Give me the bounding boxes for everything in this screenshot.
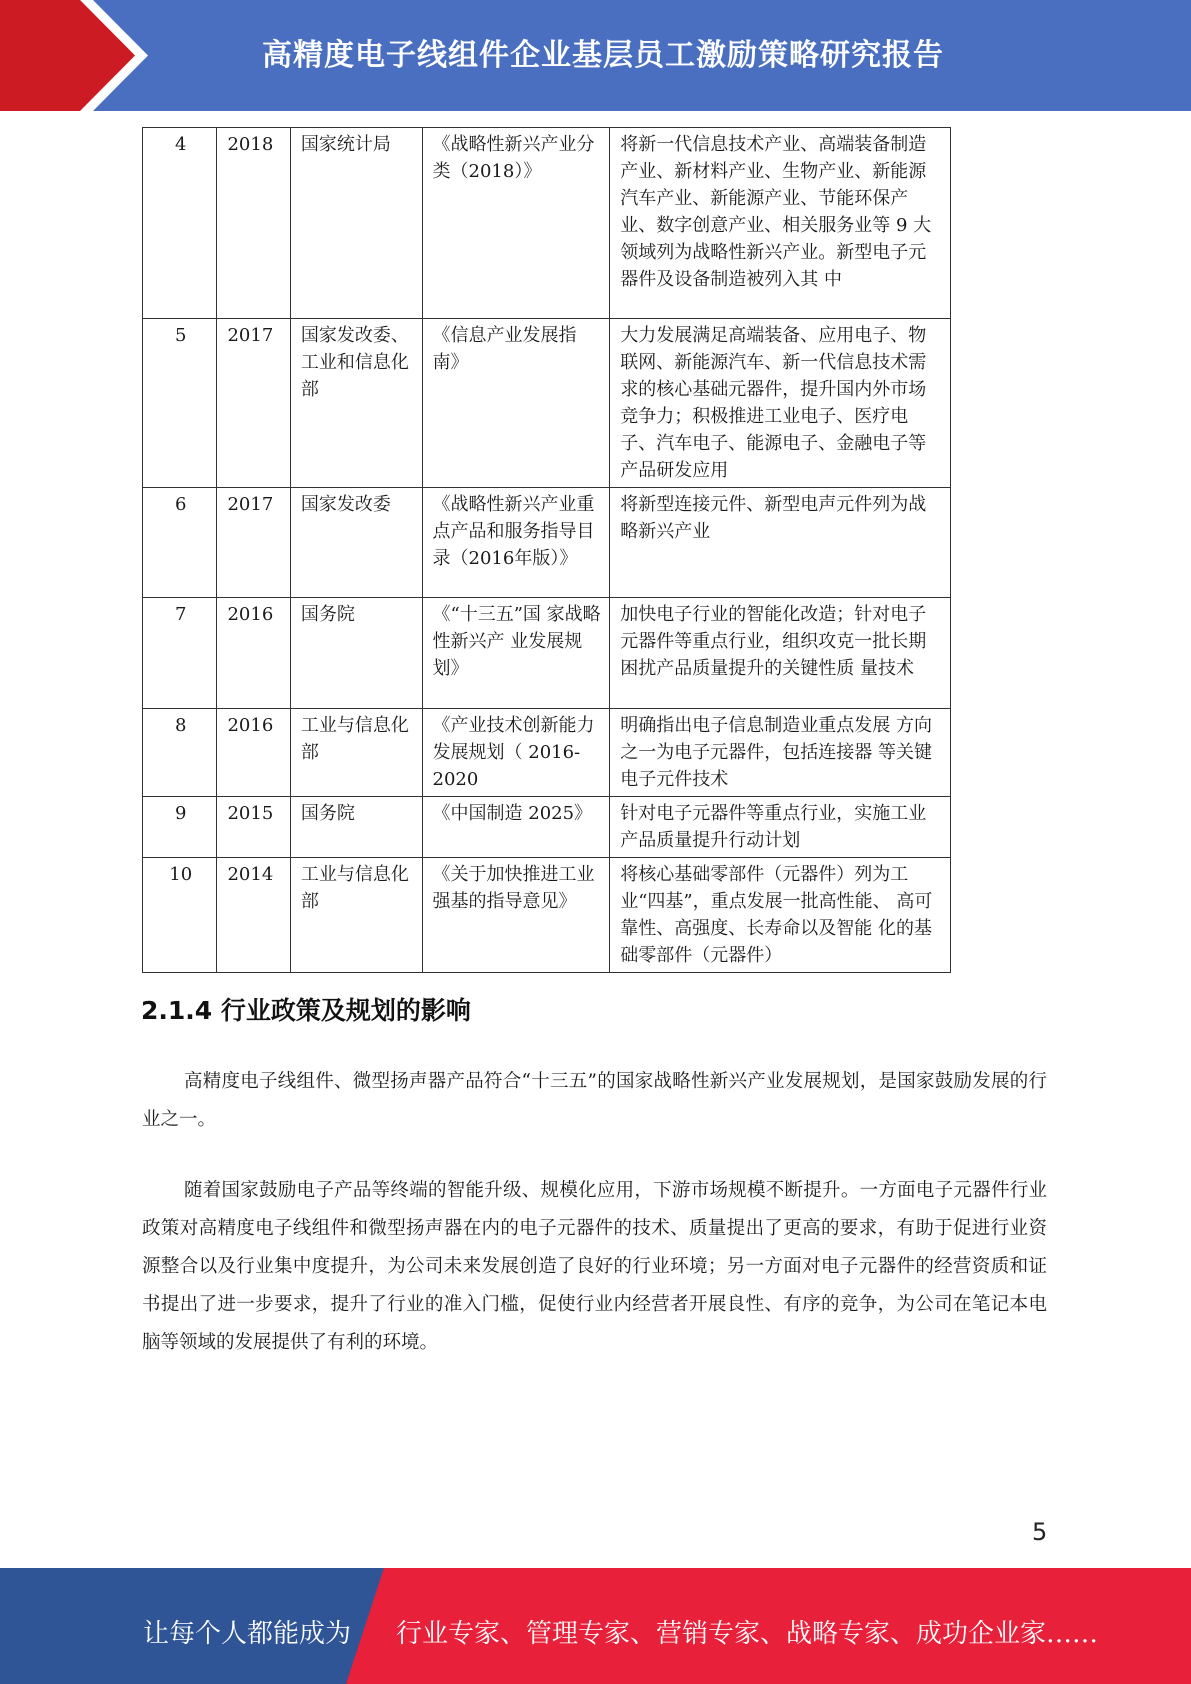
page-footer xyxy=(0,1568,1191,1684)
row-document: 《战略性新兴产业重点产品和服务指导目录（2016年版）》 xyxy=(422,488,610,598)
table-row xyxy=(143,797,951,858)
row-department: 工业与信息化部 xyxy=(290,709,422,797)
row-description: 针对电子元器件等重点行业，实施工业产品质量提升行动计划 xyxy=(610,797,951,858)
row-number: 4 xyxy=(143,128,217,319)
row-year: 2016 xyxy=(217,598,290,709)
page-header xyxy=(0,0,1191,111)
row-department: 国家统计局 xyxy=(290,128,422,319)
row-description: 将核心基础零部件（元器件）列为工业“四基”，重点发展一批高性能、 高可靠性、高强度、长寿命以及智能 化的基础零部件（元器件） xyxy=(610,858,951,973)
row-department: 国务院 xyxy=(290,797,422,858)
row-department: 国务院 xyxy=(290,598,422,709)
row-description: 将新一代信息技术产业、高端装备制造产业、新材料产业、生物产业、新能源汽车产业、新能源产业、节能环保产业、数字创意产业、相关服务业等 9 大领域列为战略性新兴产业。新型电子元器件及设备制造被列入其 中 xyxy=(610,128,951,319)
page-number: 5 xyxy=(1032,1518,1048,1546)
row-document: 《信息产业发展指南》 xyxy=(422,319,610,488)
row-description: 大力发展满足高端装备、应用电子、物联网、新能源汽车、新一代信息技术需求的核心基础元器件，提升国内外市场竞争力；积极推进工业电子、医疗电子、汽车电子、能源电子、金融电子等产品研发应用 xyxy=(610,319,951,488)
row-description: 明确指出电子信息制造业重点发展 方向之一为电子元器件，包括连接器 等关键电子元件技术 xyxy=(610,709,951,797)
row-year: 2015 xyxy=(217,797,290,858)
table-row xyxy=(143,128,951,319)
section-heading: 2.1.4 行业政策及规划的影响 xyxy=(141,996,471,1025)
table-row xyxy=(143,319,951,488)
row-year: 2017 xyxy=(217,319,290,488)
table-row xyxy=(143,488,951,598)
policy-table xyxy=(142,127,951,973)
row-description: 加快电子行业的智能化改造；针对电子元器件等重点行业，组织攻克一批长期困扰产品质量提升的关键性质 量技术 xyxy=(610,598,951,709)
report-title: 高精度电子线组件企业基层员工激励策略研究报告 xyxy=(262,38,944,73)
row-year: 2016 xyxy=(217,709,290,797)
row-department: 国家发改委、工业和信息化部 xyxy=(290,319,422,488)
row-document: 《关于加快推进工业强基的指导意见》 xyxy=(422,858,610,973)
row-year: 2014 xyxy=(217,858,290,973)
row-number: 9 xyxy=(143,797,217,858)
row-document: 《中国制造 2025》 xyxy=(422,797,610,858)
row-year: 2018 xyxy=(217,128,290,319)
row-number: 6 xyxy=(143,488,217,598)
body-paragraph: 随着国家鼓励电子产品等终端的智能升级、规模化应用，下游市场规模不断提升。一方面电子元器件行业政策对高精度电子线组件和微型扬声器在内的电子元器件的技术、质量提出了更高的要求，有助于促进行业资源整合以及行业集中度提升，为公司未来发展创造了良好的行业环境；另一方面对电子元器件的经营资质和证书提出了进一步要求，提升了行业的准入门槛，促使行业内经营者开展良性、有序的竞争，为公司在笔记本电脑等领域的发展提供了有利的环境。 xyxy=(142,1180,1047,1353)
row-description: 将新型连接元件、新型电声元件列为战略新兴产业 xyxy=(610,488,951,598)
row-year: 2017 xyxy=(217,488,290,598)
footer-slogan-left: 让每个人都能成为 xyxy=(143,1619,352,1649)
row-number: 7 xyxy=(143,598,217,709)
row-document: 《“十三五”国 家战略性新兴产 业发展规划》 xyxy=(422,598,610,709)
footer-slogan-right: 行业专家、管理专家、营销专家、战略专家、成功企业家…… xyxy=(396,1619,1099,1649)
table-row xyxy=(143,858,951,973)
table-row xyxy=(143,598,951,709)
row-document: 《产业技术创新能力发展规划（ 2016-2020 xyxy=(422,709,610,797)
row-department: 国家发改委 xyxy=(290,488,422,598)
table-row xyxy=(143,709,951,797)
body-paragraph: 高精度电子线组件、微型扬声器产品符合“十三五”的国家战略性新兴产业发展规划，是国家鼓励发展的行业之一。 xyxy=(142,1071,1047,1130)
row-number: 10 xyxy=(143,858,217,973)
row-department: 工业与信息化部 xyxy=(290,858,422,973)
row-number: 8 xyxy=(143,709,217,797)
row-document: 《战略性新兴产业分类（2018）》 xyxy=(422,128,610,319)
row-number: 5 xyxy=(143,319,217,488)
